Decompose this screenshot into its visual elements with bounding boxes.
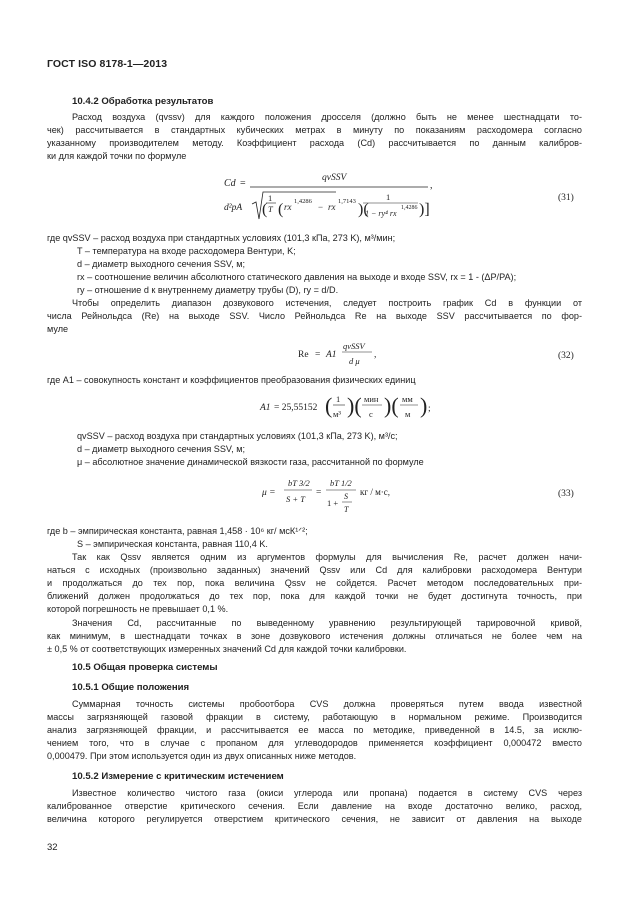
- where1-line: T – температура на входе расходомера Вентури, K;: [77, 246, 296, 256]
- a1-formula: [0, 389, 630, 425]
- a1-f3-num: мм: [402, 394, 413, 404]
- where1-line: rx – соотношение величин абсолютного статического давления на выходе и входе SSV, rx = 1 - (ΔP/PA);: [77, 272, 517, 282]
- p5-line: 0,000479. При этом используется один из двух описанных ниже методов.: [47, 751, 357, 761]
- where2-line: где A1 – совокупность констант и коэффициентов преобразования физических единиц: [47, 375, 416, 385]
- p5-line: чением того, что в случае с пропаном для углеводородов применяется коэффициент 0,000472 вместо: [47, 738, 582, 748]
- a1-value: = 25,55152: [274, 403, 318, 413]
- p3-line: и продолжаться до тех пор, пока величина Qssv не сойдется. Расчет методом последовательных при-: [47, 578, 582, 588]
- where1-line: d – диаметр выходного сечения SSV, м;: [77, 259, 245, 269]
- a1-f2-den: с: [369, 409, 373, 419]
- svg-text:,: ,: [430, 180, 433, 191]
- p6-line: величина которого регулируется отверстием критического сечения, не зависит от давления на выходе: [47, 814, 582, 824]
- a1-f3-den: м: [405, 409, 411, 419]
- p2-line: Чтобы определить диапазон дозвукового истечения, следует построить график Cd в функции от: [72, 298, 582, 308]
- a1-lhs: A1: [260, 403, 271, 413]
- a1-f1-num: 1: [336, 394, 341, 404]
- eq33-n1: bT 3/2: [288, 478, 310, 488]
- eq32-den: d μ: [349, 356, 360, 366]
- page-number: 32: [47, 842, 58, 853]
- svg-text:(: (: [278, 201, 284, 218]
- p1-line: указанному производителем методу. Коэффициент расхода (Cd) рассчитывается по данным калибров-: [47, 138, 582, 148]
- svg-text:(: (: [262, 201, 268, 218]
- eq33-unit: кг / м·с,: [360, 487, 391, 497]
- eq33-t: T: [344, 505, 349, 514]
- where3-line: d – диаметр выходного сечения SSV, м;: [77, 444, 245, 454]
- eq32-number: (32): [558, 351, 574, 361]
- svg-text:)(: )(: [384, 393, 399, 418]
- eq31-d2pa: d²pA: [224, 203, 243, 213]
- standard-header: ГОСТ ISO 8178-1—2013: [47, 58, 168, 70]
- where1-line: ry – отношение d к внутреннему диаметру трубы (D), ry = d/D.: [77, 285, 339, 295]
- eq31-exp1: 1,4286: [294, 198, 312, 205]
- eq33-d1: S + T: [286, 494, 305, 504]
- p1-line: Расход воздуха (qvssv) для каждого положения дросселя (должно быть не менее шестнадцати то-: [72, 112, 582, 122]
- svg-text:)(: )(: [347, 393, 362, 418]
- p2-line: числа Рейнольдса (Re) на выходе SSV. Число Рейнольдса Re на выходе SSV рассчитывается по фор-: [47, 311, 582, 321]
- where3-line: qvSSV – расход воздуха при стандартных условиях (101,3 кПа, 273 K), м³/с;: [77, 431, 398, 441]
- where1-line: где qvSSV – расход воздуха при стандартных условиях (101,3 кПа, 273 K), м³/мин;: [47, 233, 396, 243]
- eq31-one: 1: [268, 193, 273, 203]
- svg-text:)]: )]: [419, 201, 430, 218]
- svg-text:,: ,: [374, 350, 377, 360]
- eq33-eq: =: [316, 488, 322, 498]
- a1-f1-den: м³: [333, 409, 341, 419]
- eq31-numerator: qvSSV: [322, 173, 347, 183]
- eq31-den2: 1 − ry⁴ rx: [365, 209, 397, 218]
- equation-32: [0, 338, 630, 370]
- eq31-lhs: Cd: [224, 178, 236, 189]
- p6-line: Известное количество чистого газа (окиси углерода или пропана) подается в систему CVS через: [72, 788, 582, 798]
- p5-line: анализ загрязняющей фракции, и рассчитывается ее масса по методике, приведенной в 14.5, за исклю-: [47, 725, 582, 735]
- eq31-t: T: [268, 204, 273, 214]
- p4-line: как минимум, в шестнадцати точках в зоне дозвукового истечения должны отличаться не более чем на: [47, 631, 582, 641]
- section-heading-10-4-2: 10.4.2 Обработка результатов: [72, 96, 214, 107]
- section-heading-10-5-2: 10.5.2 Измерение с критическим истечением: [72, 771, 284, 782]
- p3-line: ближений должен продолжаться до тех пор, пока для каждой точки не будет достигнута точность, при: [47, 591, 582, 601]
- p3-line: которой погрешность не превышает 0,1 %.: [47, 604, 229, 614]
- p1-line: ки для каждой точки по формуле: [47, 151, 187, 161]
- p4-line: Значения Cd, рассчитанные по выведенному уравнению результирующей тарировочной кривой,: [72, 618, 582, 628]
- eq32-lhs: Re: [298, 350, 309, 360]
- eq31-exp3: 1,4286: [401, 205, 418, 211]
- eq31-one2: 1: [386, 192, 391, 202]
- eq31-minus: −: [318, 202, 324, 212]
- p5-line: Суммарная точность системы пробоотбора CVS должна проверяться путем ввода известной: [72, 699, 582, 709]
- eq31-exp2: 1,7143: [338, 198, 356, 205]
- where4-line: S – эмпирическая константа, равная 110,4 K.: [77, 539, 268, 549]
- p5-line: массы загрязняющей газовой фракции в систему, работающую в нормальном режиме. Производится: [47, 712, 582, 722]
- eq33-d2a: 1 +: [327, 498, 339, 508]
- eq33-s: S: [344, 492, 348, 501]
- where4-line: где b – эмпирическая константа, равная 1,458 · 10⁶ кг/ мсК¹ᐟ²;: [47, 526, 308, 536]
- p3-line: Так как Qssv является одним из аргументов формулы для вычисления Re, расчет должен начи-: [72, 552, 582, 562]
- svg-text:;: ;: [428, 404, 431, 414]
- eq31-rx2: rx: [328, 202, 336, 212]
- equation-33: [0, 472, 630, 522]
- eq33-mu: μ =: [262, 488, 276, 498]
- section-heading-10-5: 10.5 Общая проверка системы: [72, 662, 218, 673]
- svg-text:): ): [420, 393, 428, 418]
- eq32-a1: A1: [326, 350, 337, 360]
- svg-text:)(: )(: [358, 201, 369, 218]
- p3-line: наться с исходных (произвольно заданных) значений Qssv или Cd для калибровки расходомера Вентури: [47, 565, 582, 575]
- svg-text:=: =: [315, 350, 321, 360]
- eq33-number: (33): [558, 489, 574, 499]
- p2-line: муле: [47, 324, 69, 334]
- section-heading-10-5-1: 10.5.1 Общие положения: [72, 682, 190, 693]
- where3-line: μ – абсолютное значение динамической вязкости газа, рассчитанной по формуле: [77, 457, 424, 467]
- p1-line: чек) рассчитывается в стандартных кубических метрах в минуту по показаниям расходомера согласно: [47, 125, 582, 135]
- eq33-n2: bT 1/2: [330, 478, 352, 488]
- eq31-number: (31): [558, 193, 574, 203]
- p6-line: калиброванное отверстие критического сечения. Если давление на входе достаточно велико, расход,: [47, 801, 582, 811]
- svg-text:=: =: [240, 178, 246, 189]
- eq31-rx1: rx: [284, 202, 292, 212]
- p4-line: ± 0,5 % от соответствующих измеренных значений Cd для каждой точки калибровки.: [47, 644, 407, 654]
- equation-31: [0, 166, 630, 228]
- a1-f2-num: мин: [364, 394, 379, 404]
- eq32-num: qvSSV: [343, 341, 365, 351]
- svg-text:(: (: [325, 393, 333, 418]
